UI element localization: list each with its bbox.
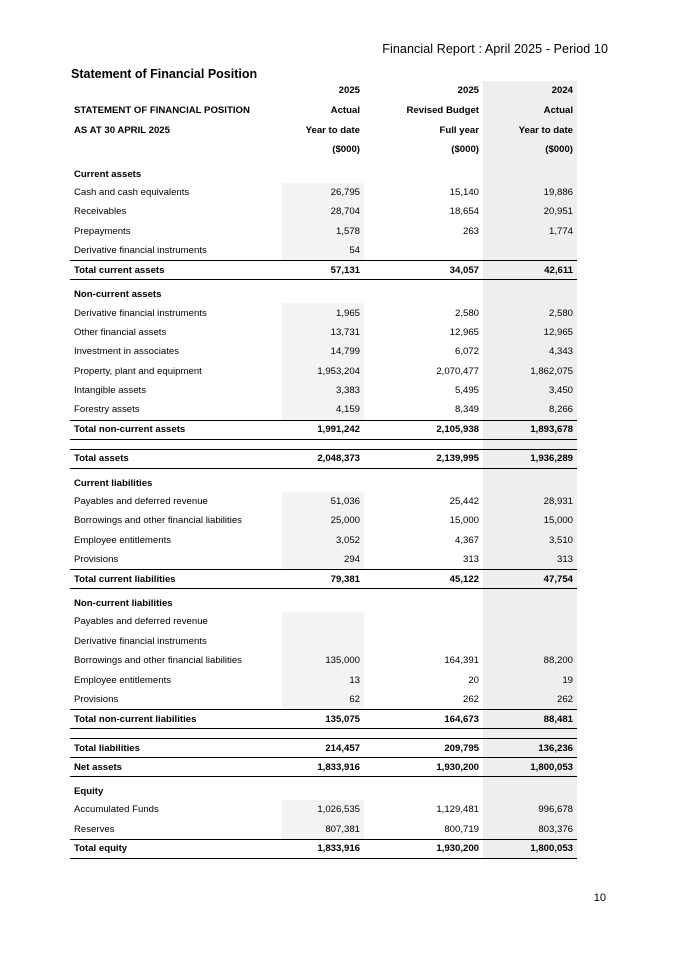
value-cell xyxy=(282,612,364,631)
table-row xyxy=(70,342,577,361)
value-cell: 25,000 xyxy=(282,511,364,530)
value-cell: 1,578 xyxy=(282,222,364,241)
header-cell: Revised Budget xyxy=(406,105,479,117)
total-row xyxy=(70,420,577,439)
total-label: Total assets xyxy=(70,449,282,468)
total-value: 1,833,916 xyxy=(282,758,364,777)
value-cell: 12,965 xyxy=(449,326,479,338)
row-label: Forestry assets xyxy=(74,404,140,416)
value-cell: 4,159 xyxy=(282,400,364,420)
value-cell: 54 xyxy=(282,241,364,261)
header-cell: Year to date xyxy=(305,124,360,136)
value-cell xyxy=(364,632,483,651)
table-row xyxy=(70,550,577,570)
header-cell: Full year xyxy=(439,124,479,136)
financial-position-table xyxy=(70,81,577,859)
value-cell xyxy=(483,612,577,631)
row-label: Reserves xyxy=(74,823,115,835)
total-label: Total liabilities xyxy=(70,739,282,758)
header-cell: ($000) xyxy=(483,140,577,160)
value-cell: 14,799 xyxy=(282,342,364,361)
value-cell: 88,200 xyxy=(483,651,577,670)
total-value: 1,930,200 xyxy=(364,839,483,858)
table-row xyxy=(70,670,577,689)
value-cell: 13,731 xyxy=(282,323,364,342)
total-value: 135,075 xyxy=(282,710,364,729)
value-cell xyxy=(364,241,483,261)
row-label: Payables and deferred revenue xyxy=(74,616,208,628)
statement-date-cell: AS AT 30 APRIL 2025 xyxy=(74,124,170,136)
table-row xyxy=(70,530,577,549)
table-row xyxy=(70,632,577,651)
net-assets-row xyxy=(70,758,577,777)
total-value: 164,673 xyxy=(364,710,483,729)
header-row-year xyxy=(70,81,577,101)
table-row xyxy=(70,800,577,819)
table-row xyxy=(70,241,577,261)
total-value: 1,991,242 xyxy=(282,420,364,439)
total-value: 1,936,289 xyxy=(483,449,577,468)
total-value: 42,611 xyxy=(483,261,577,280)
total-value: 34,057 xyxy=(364,261,483,280)
total-value: 2,139,995 xyxy=(364,449,483,468)
row-label: Employee entitlements xyxy=(74,534,172,546)
header-row-unit xyxy=(70,140,577,160)
total-row xyxy=(70,570,577,589)
value-cell: 164,391 xyxy=(444,655,479,667)
value-cell: 26,795 xyxy=(282,183,364,202)
value-cell: 1,774 xyxy=(483,222,577,241)
value-cell: 803,376 xyxy=(483,820,577,840)
row-label: Cash and cash equivalents xyxy=(74,186,190,198)
value-cell: 12,965 xyxy=(483,323,577,342)
statement-title-cell: STATEMENT OF FINANCIAL POSITION xyxy=(74,105,250,117)
value-cell: 15,140 xyxy=(449,186,479,198)
header-cell xyxy=(70,81,282,101)
table-row xyxy=(70,400,577,420)
section-heading-row xyxy=(70,777,577,801)
header-cell: Year to date xyxy=(483,120,577,140)
table-row xyxy=(70,202,577,221)
row-label: Derivative financial instruments xyxy=(74,635,207,647)
row-label: Payables and deferred revenue xyxy=(74,495,208,507)
total-label: Net assets xyxy=(70,758,282,777)
value-cell: 1,953,204 xyxy=(282,361,364,380)
value-cell: 313 xyxy=(483,550,577,570)
total-value: 1,800,053 xyxy=(483,758,577,777)
total-value: 88,481 xyxy=(483,710,577,729)
row-label: Investment in associates xyxy=(74,346,180,358)
header-cell: ($000) xyxy=(451,144,479,156)
total-value: 45,122 xyxy=(364,570,483,589)
total-value: 1,930,200 xyxy=(364,758,483,777)
value-cell: 62 xyxy=(282,690,364,710)
value-cell: 8,266 xyxy=(483,400,577,420)
total-value: 47,754 xyxy=(483,570,577,589)
section-heading: Current assets xyxy=(74,168,142,180)
page-number: 10 xyxy=(593,892,606,904)
total-label: Total non-current assets xyxy=(70,420,282,439)
table-row xyxy=(70,323,577,342)
section-heading-row xyxy=(70,468,577,492)
value-cell: 15,000 xyxy=(483,511,577,530)
header-row-period xyxy=(70,120,577,140)
total-value: 209,795 xyxy=(364,739,483,758)
value-cell: 2,580 xyxy=(454,307,479,319)
total-row xyxy=(70,839,577,858)
value-cell: 800,719 xyxy=(444,823,479,835)
section-heading: Equity xyxy=(74,786,104,798)
header-cell: 2025 xyxy=(457,85,479,97)
total-value: 1,800,053 xyxy=(483,839,577,858)
header-cell: Actual xyxy=(330,105,360,117)
value-cell: 996,678 xyxy=(483,800,577,819)
value-cell: 19 xyxy=(483,670,577,689)
total-label: Total current assets xyxy=(70,261,282,280)
value-cell: 20 xyxy=(468,674,479,686)
row-label: Provisions xyxy=(74,693,119,705)
header-cell: ($000) xyxy=(332,144,360,156)
row-label: Employee entitlements xyxy=(74,674,172,686)
total-value: 2,105,938 xyxy=(364,420,483,439)
table-row xyxy=(70,612,577,631)
row-label: Intangible assets xyxy=(74,385,146,397)
value-cell: 15,000 xyxy=(449,515,479,527)
value-cell xyxy=(483,241,577,261)
value-cell: 294 xyxy=(282,550,364,570)
value-cell: 135,000 xyxy=(282,651,364,670)
header-cell xyxy=(70,140,282,160)
value-cell: 262 xyxy=(483,690,577,710)
section-heading-row xyxy=(70,160,577,183)
header-cell: 2024 xyxy=(483,81,577,101)
value-cell: 8,349 xyxy=(454,404,479,416)
value-cell: 5,495 xyxy=(454,385,479,397)
row-label: Accumulated Funds xyxy=(74,804,159,816)
total-label: Total current liabilities xyxy=(70,570,282,589)
value-cell: 25,442 xyxy=(449,495,479,507)
section-title: Statement of Financial Position xyxy=(71,67,258,81)
total-row xyxy=(70,261,577,280)
total-value: 57,131 xyxy=(282,261,364,280)
grand-total-row xyxy=(70,739,577,758)
value-cell: 1,129,481 xyxy=(436,804,479,816)
table-row xyxy=(70,303,577,322)
value-cell: 263 xyxy=(462,225,479,237)
value-cell: 3,450 xyxy=(483,381,577,400)
row-label: Prepayments xyxy=(74,225,131,237)
value-cell xyxy=(282,632,364,651)
total-label: Total equity xyxy=(70,839,282,858)
row-label: Derivative financial instruments xyxy=(74,245,207,257)
value-cell: 13 xyxy=(282,670,364,689)
value-cell: 2,580 xyxy=(483,303,577,322)
total-value: 1,833,916 xyxy=(282,839,364,858)
value-cell: 1,965 xyxy=(282,303,364,322)
table-row xyxy=(70,183,577,202)
total-row xyxy=(70,710,577,729)
value-cell: 3,510 xyxy=(483,530,577,549)
section-heading-row xyxy=(70,589,577,613)
section-heading: Non-current liabilities xyxy=(74,598,173,610)
value-cell: 19,886 xyxy=(483,183,577,202)
row-label: Borrowings and other financial liabilities xyxy=(74,515,242,527)
header-row-type xyxy=(70,101,577,121)
row-label: Receivables xyxy=(74,206,127,218)
value-cell xyxy=(364,612,483,631)
value-cell: 2,070,477 xyxy=(436,365,479,377)
table-row xyxy=(70,361,577,380)
header-cell: 2025 xyxy=(338,85,360,97)
value-cell: 3,383 xyxy=(282,381,364,400)
row-label: Other financial assets xyxy=(74,326,167,338)
value-cell: 3,052 xyxy=(282,530,364,549)
value-cell: 1,862,075 xyxy=(483,361,577,380)
row-label: Borrowings and other financial liabilities xyxy=(74,655,242,667)
row-label: Provisions xyxy=(74,554,119,566)
value-cell: 4,367 xyxy=(454,534,479,546)
section-heading: Current liabilities xyxy=(74,477,153,489)
section-heading: Non-current assets xyxy=(74,289,162,301)
value-cell: 6,072 xyxy=(454,346,479,358)
grand-total-row xyxy=(70,449,577,468)
table-row xyxy=(70,511,577,530)
header-cell: Actual xyxy=(483,101,577,121)
total-value: 136,236 xyxy=(483,739,577,758)
value-cell: 28,931 xyxy=(483,492,577,511)
value-cell: 28,704 xyxy=(282,202,364,221)
table-row xyxy=(70,381,577,400)
total-value: 214,457 xyxy=(282,739,364,758)
total-label: Total non-current liabilities xyxy=(70,710,282,729)
value-cell: 1,026,535 xyxy=(282,800,364,819)
table-row xyxy=(70,492,577,511)
table-row xyxy=(70,820,577,840)
total-value: 1,893,678 xyxy=(483,420,577,439)
value-cell: 51,036 xyxy=(282,492,364,511)
table-row xyxy=(70,651,577,670)
value-cell: 262 xyxy=(462,693,479,705)
value-cell: 20,951 xyxy=(483,202,577,221)
value-cell: 807,381 xyxy=(282,820,364,840)
report-header-title: Financial Report : April 2025 - Period 10 xyxy=(382,42,608,56)
section-heading-row xyxy=(70,280,577,304)
value-cell: 313 xyxy=(462,554,479,566)
value-cell: 4,343 xyxy=(483,342,577,361)
value-cell xyxy=(483,632,577,651)
table-row xyxy=(70,222,577,241)
total-value: 2,048,373 xyxy=(282,449,364,468)
value-cell: 18,654 xyxy=(449,206,479,218)
total-value: 79,381 xyxy=(282,570,364,589)
row-label: Derivative financial instruments xyxy=(74,307,207,319)
row-label: Property, plant and equipment xyxy=(74,365,202,377)
table-row xyxy=(70,690,577,710)
